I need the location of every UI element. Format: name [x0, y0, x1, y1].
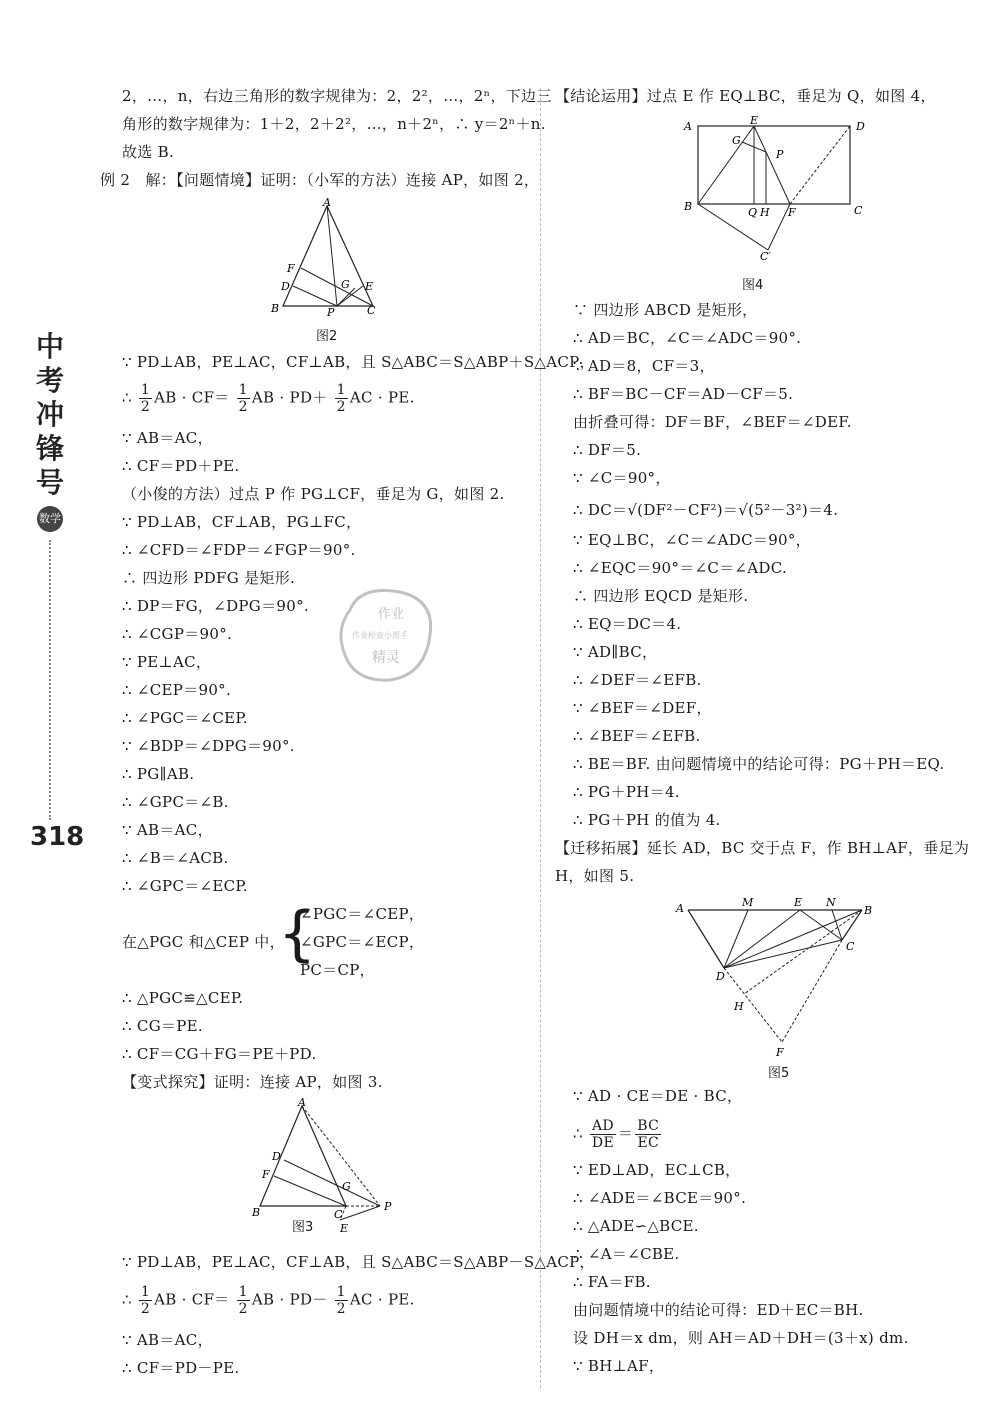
text-line: H，如图 5. — [555, 867, 635, 885]
text-line: ∵ EQ⊥BC，∠C＝∠ADC＝90°， — [573, 531, 811, 549]
svg-text:作业检查小帮手: 作业检查小帮手 — [352, 631, 408, 640]
text-line: ∵ AB＝AC， — [122, 821, 213, 839]
figure-2-caption: 图2 — [316, 329, 338, 344]
text-line: 【迁移拓展】延长 AD，BC 交于点 F，作 BH⊥AF，垂足为 — [555, 839, 970, 857]
text-line: ∴ EQ＝DC＝4. — [573, 615, 682, 633]
figure-4-caption: 图4 — [742, 278, 764, 293]
system-line: PC＝CP， — [300, 961, 375, 979]
homework-stamp-logo — [330, 580, 440, 690]
text-line: ∴ PG＋PH 的值为 4. — [573, 811, 721, 829]
label-B: B — [252, 1206, 261, 1219]
text-line: ∵ ∠BDP＝∠DPG＝90°. — [122, 737, 295, 755]
example-heading: 例 2 解：【问题情境】证明：（小军的方法）连接 AP，如图 2， — [100, 171, 540, 189]
label-D: D — [856, 120, 865, 133]
equation-line: ∴ $\frac{1}{2}$ AB · CF＝ $\frac{1}{2}$ AB · PD＋ $\frac{1}{2}$ AC · PE. — [122, 382, 415, 415]
text-line: ∴ ∠CGP＝90°. — [122, 625, 233, 643]
text-line: ∴ ∠GPC＝∠ECP. — [122, 877, 248, 895]
text-line: ∴ DP＝FG，∠DPG＝90°. — [122, 597, 309, 615]
text-line: 由折叠可得：DF＝BF，∠BEF＝∠DEF. — [573, 413, 852, 431]
page-number: 318 — [30, 822, 85, 852]
book-title-char: 考 — [35, 364, 64, 397]
book-title-char: 锋 — [35, 432, 64, 465]
text-line: ∴ ∠B＝∠ACB. — [122, 849, 229, 867]
text-line: 由问题情境中的结论可得：ED＋EC＝BH. — [573, 1301, 864, 1319]
text-line: ∴ ∠CEP＝90°. — [122, 681, 232, 699]
label-H: H — [760, 206, 770, 219]
label-A: A — [676, 902, 684, 915]
text-line: ∴ 四边形 EQCD 是矩形. — [573, 587, 749, 605]
label-M: M — [742, 896, 754, 909]
label-B: B — [684, 200, 693, 213]
label-N: N — [826, 896, 836, 909]
text-line: ∵ AD · CE＝DE · BC， — [573, 1087, 743, 1105]
equation-line: ∴ $\frac{AD}{DE}$ ＝ $\frac{BC}{EC}$ — [573, 1118, 660, 1151]
text-line: ∴ CG＝PE. — [122, 1017, 203, 1035]
label-B: B — [271, 302, 280, 315]
label-E: E — [750, 114, 759, 127]
text-line: 角形的数字规律为：1＋2，2＋2²，…，n＋2ⁿ，∴ y＝2ⁿ＋n. — [122, 115, 546, 133]
text-line: ∴ PG＋PH＝4. — [573, 783, 680, 801]
text-line: ∴ ∠PGC＝∠CEP. — [122, 709, 248, 727]
label-A: A — [298, 1096, 306, 1109]
text-line: ∴ ∠CFD＝∠FDP＝∠FGP＝90°. — [122, 541, 356, 559]
text-line: ∵ PD⊥AB，CF⊥AB，PG⊥FC， — [122, 513, 362, 531]
text-line: ∴ BE＝BF. 由问题情境中的结论可得：PG＋PH＝EQ. — [573, 755, 945, 773]
equation-line: ∴ $\frac{1}{2}$ AB · CF＝ $\frac{1}{2}$ AB · PD－ $\frac{1}{2}$ AC · PE. — [122, 1284, 415, 1317]
label-D: D — [272, 1150, 281, 1163]
book-title — [30, 330, 70, 500]
label-F: F — [788, 206, 796, 219]
label-F: F — [776, 1046, 784, 1059]
figure-2 — [265, 198, 385, 323]
text-line: ∴ CF＝PD＋PE. — [122, 457, 240, 475]
label-P: P — [384, 1200, 392, 1213]
figure-3-caption: 图3 — [292, 1220, 314, 1235]
system-line: ∠GPC＝∠ECP， — [300, 933, 425, 951]
label-G: G — [341, 278, 350, 291]
text-line: ∵ BH⊥AF， — [573, 1357, 665, 1375]
book-title-char: 冲 — [35, 398, 64, 431]
subject-badge: 数学 — [37, 506, 63, 532]
text-line: 【结论运用】过点 E 作 EQ⊥BC，垂足为 Q，如图 4， — [555, 87, 936, 105]
text-line: ∵ ∠C＝90°， — [573, 469, 671, 487]
text-line: ∵ 四边形 ABCD 是矩形， — [573, 301, 758, 319]
label-F: F — [262, 1168, 270, 1181]
text-line: 设 DH＝x dm，则 AH＝AD＋DH＝(3＋x) dm. — [573, 1329, 909, 1347]
text-line: ∴ FA＝FB. — [573, 1273, 651, 1291]
text-line: ∴ ∠A＝∠CBE. — [573, 1245, 680, 1263]
text-line: ∵ AB＝AC， — [122, 429, 213, 447]
book-title-char: 号 — [35, 466, 64, 499]
figure-4 — [680, 112, 880, 272]
system-line: ∠PGC＝∠CEP， — [300, 905, 425, 923]
book-title-char: 中 — [35, 330, 64, 363]
text-line: ∴ CF＝CG＋FG＝PE＋PD. — [122, 1045, 317, 1063]
label-P: P — [327, 306, 335, 319]
label-E: E — [794, 896, 803, 909]
label-E: E — [340, 1222, 349, 1235]
text-line: ∴ ∠ADE＝∠BCE＝90°. — [573, 1189, 747, 1207]
sidebar — [30, 330, 70, 820]
text-line: ∵ AD∥BC， — [573, 643, 658, 661]
text-line: ∴ BF＝BC－CF＝AD－CF＝5. — [573, 385, 794, 403]
text-line: ∴ ∠GPC＝∠B. — [122, 793, 229, 811]
text-line: ∵ PD⊥AB，PE⊥AC，CF⊥AB，且 S△ABC＝S△ABP＋S△ACP， — [122, 353, 595, 371]
figure-5-caption: 图5 — [768, 1066, 790, 1081]
label-G: G — [732, 134, 741, 147]
label-C: C — [854, 204, 863, 217]
text-line: ∴ DF＝5. — [573, 441, 642, 459]
svg-text:作业: 作业 — [378, 607, 405, 622]
label-C-prime: C′ — [760, 250, 771, 263]
label-A: A — [323, 196, 331, 209]
text-line: 在△PGC 和△CEP 中， — [122, 933, 285, 951]
text-line: ∵ PD⊥AB，PE⊥AC，CF⊥AB，且 S△ABC＝S△ABP－S△ACP， — [122, 1253, 595, 1271]
text-line: ∴ △ADE∽△BCE. — [573, 1217, 699, 1235]
text-line: ∴ AD＝BC，∠C＝∠ADC＝90°. — [573, 329, 802, 347]
figure-3 — [250, 1096, 400, 1235]
text-line: （小俊的方法）过点 P 作 PG⊥CF，垂足为 G，如图 2. — [122, 485, 505, 503]
text-line: 【变式探究】证明：连接 AP，如图 3. — [122, 1073, 383, 1091]
text-line: ∵ ED⊥AD，EC⊥CB， — [573, 1161, 741, 1179]
text-line: ∵ ∠BEF＝∠DEF， — [573, 699, 712, 717]
label-G: G — [342, 1180, 351, 1193]
label-P: P — [776, 148, 784, 161]
text-line: 故选 B. — [122, 143, 175, 161]
text-line: ∴ DC＝√(DF²－CF²)＝√(5²－3²)＝4. — [573, 501, 839, 519]
text-line: ∵ AB＝AC， — [122, 1331, 213, 1349]
label-E: E — [365, 280, 374, 293]
text-line: ∴ △PGC≌△CEP. — [122, 989, 244, 1007]
label-Q: Q — [748, 206, 758, 219]
text-line: ∵ PE⊥AC， — [122, 653, 212, 671]
text-line: ∵ AD＝8，CF＝3， — [573, 357, 715, 375]
text-line: ∴ ∠BEF＝∠EFB. — [573, 727, 701, 745]
sidebar-divider — [49, 540, 51, 820]
label-A: A — [684, 120, 692, 133]
label-C: C — [846, 940, 855, 953]
text-line: ∴ 四边形 PDFG 是矩形. — [122, 569, 296, 587]
label-F: F — [287, 262, 295, 275]
text-line: ∴ PG∥AB. — [122, 765, 195, 783]
svg-text:精灵: 精灵 — [372, 650, 400, 666]
column-divider — [540, 88, 541, 1388]
label-C: C — [367, 304, 376, 317]
label-D: D — [716, 970, 725, 983]
text-line: 2，…，n，右边三角形的数字规律为：2，2²，…，2ⁿ，下边三 — [122, 87, 552, 105]
label-D: D — [281, 280, 290, 293]
label-H: H — [734, 1000, 744, 1013]
system-brace: { — [278, 899, 317, 969]
text-line: ∴ ∠EQC＝90°＝∠C＝∠ADC. — [573, 559, 788, 577]
text-line: ∴ ∠DEF＝∠EFB. — [573, 671, 702, 689]
figure-5 — [672, 892, 882, 1064]
label-C: C — [334, 1208, 343, 1221]
text-line: ∴ CF＝PD－PE. — [122, 1359, 240, 1377]
label-B: B — [864, 904, 873, 917]
